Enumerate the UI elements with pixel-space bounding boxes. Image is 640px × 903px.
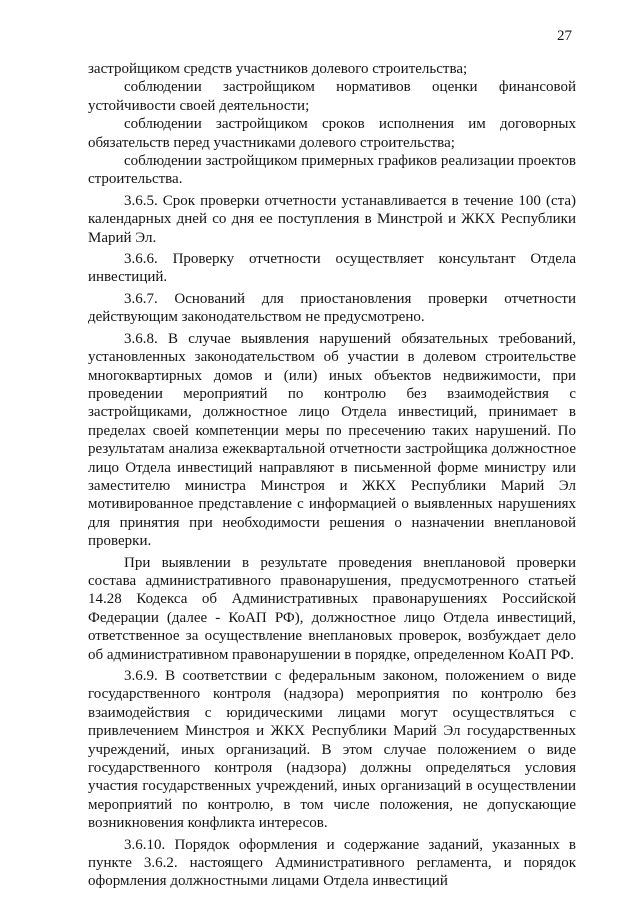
paragraph: застройщиком средств участников долевого строительства; <box>88 61 468 77</box>
page-number: 27 <box>557 28 572 44</box>
paragraph: соблюдении застройщиком сроков исполнения им договорных обязательств перед участниками долевого строительства; <box>88 116 576 151</box>
paragraph: соблюдении застройщиком нормативов оценки финансовой устойчивости своей деятельности; <box>88 79 576 114</box>
document-body <box>88 60 576 891</box>
paragraph: 3.6.9. В соответствии с федеральным законом, положением о виде государственного контроля (надзора) мероприятия по контролю без взаимодействия с юридическими лицами могут осуществляться с привлечением Минстроя и ЖКХ Республики Марий Эл государственных учреждений, иных организаций. В этом случае положением о виде государственного контроля (надзора) должны определяться условия участия государственных учреждений, иных организаций в осуществлении мероприятий по контролю, в том числе положения, не допускающие возникновения конфликта интересов. <box>88 668 576 832</box>
paragraph: 3.6.7. Оснований для приостановления проверки отчетности действующим законодательством не предусмотрено. <box>88 290 576 326</box>
paragraph: 3.6.5. Срок проверки отчетности устанавливается в течение 100 (ста) календарных дней со дня ее поступления в Минстрой и ЖКХ Республики Марий Эл. <box>88 192 576 246</box>
paragraph: 3.6.8. В случае выявления нарушений обязательных требований, установленных законодательством об участии в долевом строительстве многоквартирных домов и (или) иных объектов недвижимости, при проведении мероприятий по контролю без взаимодействия с застройщиками, должностное лицо Отдела инвестиций, принимает в пределах своей компетенции меры по пресечению таких нарушений. По результатам анализа ежеквартальной отчетности застройщика должностное лицо Отдела инвестиций направляют в письменной форме министру или заместителю министра Минстроя и ЖКХ Республики Марий Эл мотивированное представление с информацией о выявленных нарушениях для принятия при необходимости решения о назначении внеплановой проверки. <box>88 330 576 550</box>
paragraph: соблюдении застройщиком примерных графиков реализации проектов строительства. <box>88 153 576 188</box>
paragraph: 3.6.10. Порядок оформления и содержание заданий, указанных в пункте 3.6.2. настоящего Административного регламента, и порядок оформления должностными лицами Отдела инвестиций <box>88 836 576 890</box>
paragraph: 3.6.6. Проверку отчетности осуществляет консультант Отдела инвестиций. <box>88 251 576 286</box>
paragraph: При выявлении в результате проведения внеплановой проверки состава административного правонарушения, предусмотренного статьей 14.28 Кодекса об Административных правонарушениях Российской Федерации (далее - КоАП РФ), должностное лицо Отдела инвестиций, ответственное за осуществление внеплановых проверок, возбуждает дело об административном правонарушении в порядке, определенном КоАП РФ. <box>88 554 576 663</box>
